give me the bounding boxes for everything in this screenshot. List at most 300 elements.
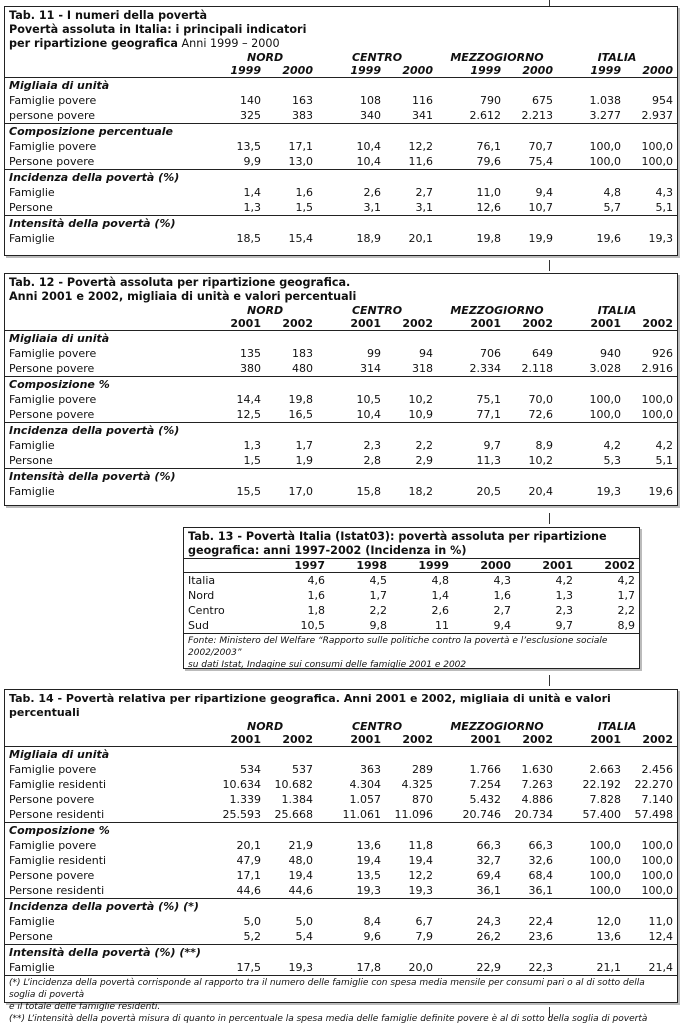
row-label: Italia: [188, 574, 216, 587]
section-label: Incidenza della povertà (%): [5, 423, 677, 439]
region-header-row: [5, 720, 677, 733]
value-cell: 36,1: [528, 884, 553, 897]
table-14: [4, 689, 678, 1024]
value-cell: 19,3: [648, 232, 673, 245]
value-cell: 2.937: [641, 109, 673, 122]
value-cell: 108: [360, 94, 381, 107]
region-label: MEZZOGIORNO: [450, 51, 544, 64]
value-cell: 4,2: [555, 574, 573, 587]
year-label: 2001: [350, 733, 381, 746]
value-cell: 5,0: [243, 915, 261, 928]
table-row: [5, 361, 677, 377]
table-row: [5, 139, 677, 154]
value-cell: 2,2: [617, 604, 635, 617]
row-label: Persone residenti: [9, 808, 105, 821]
region-label: CENTRO: [351, 51, 403, 64]
value-cell: 4.304: [349, 778, 381, 791]
value-cell: 10,2: [408, 393, 433, 406]
value-cell: 5,4: [295, 930, 313, 943]
year-label: 1999: [590, 64, 621, 77]
value-cell: 2,8: [363, 454, 381, 467]
value-cell: 100,0: [589, 140, 621, 153]
value-cell: 19,6: [648, 485, 673, 498]
year-label: 2002: [522, 317, 553, 330]
source-line: su dati Istat, Indagine sui consumi delle famiglie 2001 e 2002: [188, 660, 467, 670]
value-cell: 100,0: [641, 884, 673, 897]
section-label: Intensità della povertà (%) (**): [5, 945, 677, 961]
table-row: [5, 777, 677, 792]
value-cell: 4,8: [603, 186, 621, 199]
value-cell: 36,1: [476, 884, 501, 897]
table-row: [5, 438, 677, 453]
value-cell: 19,3: [596, 485, 621, 498]
value-cell: 790: [480, 94, 501, 107]
value-cell: 32,6: [528, 854, 553, 867]
title-part: Anni 1999 – 2000: [177, 37, 280, 50]
value-cell: 75,4: [528, 155, 553, 168]
row-label: Famiglie: [9, 232, 55, 245]
table-11-title: [5, 7, 677, 51]
value-cell: 11,6: [408, 155, 433, 168]
value-cell: 1,4: [243, 186, 261, 199]
value-cell: 100,0: [589, 884, 621, 897]
value-cell: 24,3: [476, 915, 501, 928]
value-cell: 79,6: [476, 155, 501, 168]
value-cell: 9,4: [493, 619, 511, 632]
value-cell: 22,9: [437, 960, 505, 976]
value-cell: 940: [600, 347, 621, 360]
value-cell: 10,2: [528, 454, 553, 467]
value-cell: 23,6: [528, 930, 553, 943]
value-cell: 32,7: [476, 854, 501, 867]
year-label: 2002: [402, 317, 433, 330]
year-label: 2000: [642, 64, 673, 77]
table-row: [184, 618, 639, 633]
value-cell: 1,3: [243, 439, 261, 452]
value-cell: 1,7: [295, 439, 313, 452]
section-label: Intensità della povertà (%): [5, 216, 677, 232]
table-row: [5, 960, 677, 976]
value-cell: 20,4: [528, 485, 553, 498]
section-label: Incidenza della povertà (%) (*): [5, 899, 677, 915]
value-cell: 12,5: [236, 408, 261, 421]
blank-cell: [5, 733, 207, 747]
value-cell: 380: [240, 362, 261, 375]
value-cell: 1,9: [295, 454, 313, 467]
value-cell: 17,5: [207, 960, 265, 976]
value-cell: 10.634: [222, 778, 261, 791]
value-cell: 8,4: [363, 915, 381, 928]
row-label: Persone: [9, 201, 53, 214]
table-row: [5, 154, 677, 170]
table-row: [5, 93, 677, 108]
value-cell: 9,9: [243, 155, 261, 168]
region-label: MEZZOGIORNO: [450, 304, 544, 317]
value-cell: 19,9: [528, 232, 553, 245]
section-header-row: [5, 823, 677, 839]
value-cell: 1,7: [617, 589, 635, 602]
year-label: 2002: [282, 317, 313, 330]
title-part: per ripartizione geografica: [9, 37, 178, 50]
section-header-row: [5, 78, 677, 94]
value-cell: 10,5: [300, 619, 325, 632]
row-label: Persone residenti: [9, 884, 105, 897]
year-label: 2001: [515, 559, 577, 573]
value-cell: 2.118: [521, 362, 553, 375]
value-cell: 1,6: [295, 186, 313, 199]
value-cell: 1.057: [349, 793, 381, 806]
table-row: [5, 807, 677, 823]
value-cell: 77,1: [476, 408, 501, 421]
row-label: Famiglie povere: [9, 393, 97, 406]
section-header-row: [5, 377, 677, 393]
row-label: Nord: [188, 589, 215, 602]
region-label: MEZZOGIORNO: [450, 720, 544, 733]
value-cell: 70,0: [528, 393, 553, 406]
section-header-row: [5, 216, 677, 232]
year-label: 2000: [402, 64, 433, 77]
value-cell: 12,2: [408, 869, 433, 882]
value-cell: 100,0: [641, 854, 673, 867]
year-label: 1997: [267, 559, 329, 573]
value-cell: 7.828: [589, 793, 621, 806]
value-cell: 68,4: [528, 869, 553, 882]
value-cell: 2,3: [555, 604, 573, 617]
value-cell: 72,6: [528, 408, 553, 421]
value-cell: 21,4: [625, 960, 677, 976]
row-label: Persone povere: [9, 869, 95, 882]
value-cell: 4,2: [617, 574, 635, 587]
row-label: Famiglie: [5, 960, 207, 976]
value-cell: 2,7: [493, 604, 511, 617]
year-label: 2001: [230, 733, 261, 746]
table-row: [5, 231, 677, 246]
value-cell: 5.432: [469, 793, 501, 806]
year-header-row: [5, 317, 677, 331]
year-label: 2001: [350, 317, 381, 330]
row-label: Famiglie povere: [9, 763, 97, 776]
value-cell: 20.746: [462, 808, 501, 821]
value-cell: 12,2: [408, 140, 433, 153]
value-cell: 1,6: [493, 589, 511, 602]
value-cell: 57.498: [634, 808, 673, 821]
table-row: [5, 108, 677, 124]
row-label: Famiglie: [9, 485, 55, 498]
value-cell: 383: [292, 109, 313, 122]
value-cell: 1,5: [243, 454, 261, 467]
value-cell: 18,9: [356, 232, 381, 245]
value-cell: 649: [532, 347, 553, 360]
value-cell: 20,1: [236, 839, 261, 852]
value-cell: 8,9: [535, 439, 553, 452]
value-cell: 7.263: [521, 778, 553, 791]
table-row: [5, 346, 677, 361]
section-label: Incidenza della povertà (%): [5, 170, 677, 186]
value-cell: 44,6: [288, 884, 313, 897]
value-cell: 9,7: [483, 439, 501, 452]
year-label: 2002: [642, 317, 673, 330]
table-row: [5, 883, 677, 899]
value-cell: 5,0: [295, 915, 313, 928]
row-label: Persone: [9, 454, 53, 467]
value-cell: 5,7: [603, 201, 621, 214]
row-label: Famiglie: [9, 439, 55, 452]
year-label: 2000: [522, 64, 553, 77]
table-row: [5, 929, 677, 945]
value-cell: 1.339: [229, 793, 261, 806]
blank-cell: [5, 51, 207, 64]
value-cell: 17,1: [288, 140, 313, 153]
value-cell: 19,3: [356, 884, 381, 897]
value-cell: 75,1: [476, 393, 501, 406]
note-line: e il totale delle famiglie residenti.: [9, 1002, 161, 1012]
table-12: [4, 273, 678, 506]
value-cell: 325: [240, 109, 261, 122]
value-cell: 13,6: [596, 930, 621, 943]
value-cell: 3,1: [415, 201, 433, 214]
table-row: [5, 853, 677, 868]
value-cell: 4.886: [521, 793, 553, 806]
table-row: [5, 792, 677, 807]
value-cell: 57.400: [582, 808, 621, 821]
value-cell: 10,4: [356, 140, 381, 153]
table-row: [5, 407, 677, 423]
value-cell: 7,9: [415, 930, 433, 943]
value-cell: 100,0: [641, 393, 673, 406]
value-cell: 1,8: [307, 604, 325, 617]
year-label: 2002: [642, 733, 673, 746]
title-line: Tab. 12 - Povertà assoluta per ripartizione geografica.: [9, 276, 351, 289]
region-label: CENTRO: [351, 720, 403, 733]
value-cell: 675: [532, 94, 553, 107]
row-label: Persone povere: [9, 155, 95, 168]
value-cell: 100,0: [589, 408, 621, 421]
table-13-grid: [184, 558, 639, 633]
row-label: Famiglie residenti: [9, 854, 107, 867]
page-mark: [549, 260, 550, 271]
table-13: [183, 527, 640, 669]
value-cell: 10,9: [408, 408, 433, 421]
value-cell: 1,3: [555, 589, 573, 602]
blank-cell: [184, 559, 267, 573]
value-cell: 1,4: [431, 589, 449, 602]
value-cell: 26,2: [476, 930, 501, 943]
value-cell: 21,1: [557, 960, 625, 976]
value-cell: 11,0: [476, 186, 501, 199]
value-cell: 18,2: [408, 485, 433, 498]
region-label: ITALIA: [597, 304, 637, 317]
year-header-row: [5, 733, 677, 747]
value-cell: 706: [480, 347, 501, 360]
table-row: [5, 453, 677, 469]
year-label: 2002: [402, 733, 433, 746]
value-cell: 363: [360, 763, 381, 776]
region-label: NORD: [247, 720, 284, 733]
value-cell: 10,4: [356, 408, 381, 421]
value-cell: 12,6: [476, 201, 501, 214]
section-header-row: [5, 423, 677, 439]
year-label: 2002: [577, 559, 639, 573]
page-mark: [549, 513, 550, 524]
table-13-title: [184, 528, 639, 558]
value-cell: 2.663: [589, 763, 621, 776]
value-cell: 76,1: [476, 140, 501, 153]
value-cell: 100,0: [641, 155, 673, 168]
value-cell: 15,5: [236, 485, 261, 498]
value-cell: 20,1: [408, 232, 433, 245]
value-cell: 21,9: [288, 839, 313, 852]
value-cell: 318: [412, 362, 433, 375]
title-line: Anni 2001 e 2002, migliaia di unità e valori percentuali: [9, 290, 357, 303]
region-label: ITALIA: [597, 51, 637, 64]
value-cell: 2.916: [641, 362, 673, 375]
value-cell: 100,0: [589, 393, 621, 406]
table-14-notes: [5, 976, 677, 1027]
value-cell: 25.668: [274, 808, 313, 821]
value-cell: 4.325: [401, 778, 433, 791]
table-row: [184, 588, 639, 603]
value-cell: 11,3: [476, 454, 501, 467]
value-cell: 19,3: [408, 884, 433, 897]
value-cell: 20,0: [385, 960, 437, 976]
year-label: 2000: [453, 559, 515, 573]
row-label: Persone: [9, 930, 53, 943]
value-cell: 11: [435, 619, 449, 632]
table-row: [184, 603, 639, 618]
value-cell: 2,2: [415, 439, 433, 452]
table-row: [5, 392, 677, 407]
table-row: [5, 484, 677, 499]
value-cell: 10,5: [356, 393, 381, 406]
value-cell: 20.734: [514, 808, 553, 821]
value-cell: 163: [292, 94, 313, 107]
value-cell: 11.061: [342, 808, 381, 821]
value-cell: 9,7: [555, 619, 573, 632]
value-cell: 1.766: [469, 763, 501, 776]
year-header-row: [184, 559, 639, 573]
value-cell: 2,7: [415, 186, 433, 199]
value-cell: 22.192: [582, 778, 621, 791]
value-cell: 100,0: [589, 839, 621, 852]
value-cell: 11.096: [394, 808, 433, 821]
value-cell: 4,5: [369, 574, 387, 587]
value-cell: 16,5: [288, 408, 313, 421]
value-cell: 69,4: [476, 869, 501, 882]
table-row: [5, 914, 677, 929]
value-cell: 12,0: [596, 915, 621, 928]
value-cell: 11,8: [408, 839, 433, 852]
year-label: 1999: [470, 64, 501, 77]
value-cell: 11,0: [648, 915, 673, 928]
value-cell: 10,7: [528, 201, 553, 214]
row-label: Famiglie residenti: [9, 778, 107, 791]
value-cell: 12,4: [648, 930, 673, 943]
value-cell: 2,2: [369, 604, 387, 617]
value-cell: 47,9: [236, 854, 261, 867]
value-cell: 19,3: [265, 960, 317, 976]
value-cell: 66,3: [476, 839, 501, 852]
table-row: [5, 200, 677, 216]
value-cell: 13,5: [356, 869, 381, 882]
year-label: 1999: [350, 64, 381, 77]
table-14-grid: [5, 720, 677, 976]
value-cell: 340: [360, 109, 381, 122]
value-cell: 22,3: [505, 960, 557, 976]
title-line: [9, 37, 673, 51]
note-line: (*) L’incidenza della povertà corrisponde al rapporto tra il numero delle famiglie con spesa media mensile per consumi pari o al di sotto della soglia di povertà: [9, 978, 645, 1000]
section-label: Composizione percentuale: [5, 124, 677, 140]
value-cell: 7.254: [469, 778, 501, 791]
value-cell: 1.384: [281, 793, 313, 806]
row-label: Persone povere: [9, 362, 95, 375]
value-cell: 4,2: [603, 439, 621, 452]
section-header-row: [5, 331, 677, 347]
value-cell: 314: [360, 362, 381, 375]
region-label: CENTRO: [351, 304, 403, 317]
year-header-row: [5, 64, 677, 78]
row-label: Famiglie povere: [9, 839, 97, 852]
year-label: 1999: [230, 64, 261, 77]
value-cell: 19,4: [408, 854, 433, 867]
value-cell: 2.612: [469, 109, 501, 122]
section-header-row: [5, 469, 677, 485]
table-row: [5, 868, 677, 883]
value-cell: 94: [419, 347, 433, 360]
title-line: geografica: anni 1997-2002 (Incidenza in %): [188, 544, 467, 557]
row-label: persone povere: [9, 109, 96, 122]
value-cell: 13,5: [236, 140, 261, 153]
section-label: Migliaia di unità: [5, 78, 677, 94]
value-cell: 135: [240, 347, 261, 360]
value-cell: 25.593: [222, 808, 261, 821]
value-cell: 1.630: [521, 763, 553, 776]
value-cell: 70,7: [528, 140, 553, 153]
row-label: Famiglie: [9, 915, 55, 928]
section-label: Composizione %: [5, 377, 677, 393]
year-label: 2001: [230, 317, 261, 330]
value-cell: 22.270: [634, 778, 673, 791]
blank-cell: [5, 304, 207, 317]
value-cell: 100,0: [641, 869, 673, 882]
year-label: 2001: [590, 733, 621, 746]
value-cell: 10,4: [356, 155, 381, 168]
row-label: Persone povere: [9, 793, 95, 806]
value-cell: 14,4: [236, 393, 261, 406]
value-cell: 2.213: [521, 109, 553, 122]
value-cell: 19,6: [596, 232, 621, 245]
value-cell: 17,0: [288, 485, 313, 498]
value-cell: 341: [412, 109, 433, 122]
blank-cell: [5, 720, 207, 733]
table-12-title: [5, 274, 677, 304]
value-cell: 4,8: [431, 574, 449, 587]
region-label: ITALIA: [597, 720, 637, 733]
value-cell: 7.140: [641, 793, 673, 806]
region-header-row: [5, 304, 677, 317]
value-cell: 2,6: [431, 604, 449, 617]
value-cell: 5,2: [243, 930, 261, 943]
region-header-row: [5, 51, 677, 64]
row-label: Centro: [188, 604, 225, 617]
value-cell: 3.277: [589, 109, 621, 122]
value-cell: 10.682: [274, 778, 313, 791]
value-cell: 100,0: [589, 854, 621, 867]
row-label: Famiglie povere: [9, 140, 97, 153]
value-cell: 140: [240, 94, 261, 107]
value-cell: 4,2: [655, 439, 673, 452]
value-cell: 100,0: [641, 408, 673, 421]
value-cell: 13,6: [356, 839, 381, 852]
